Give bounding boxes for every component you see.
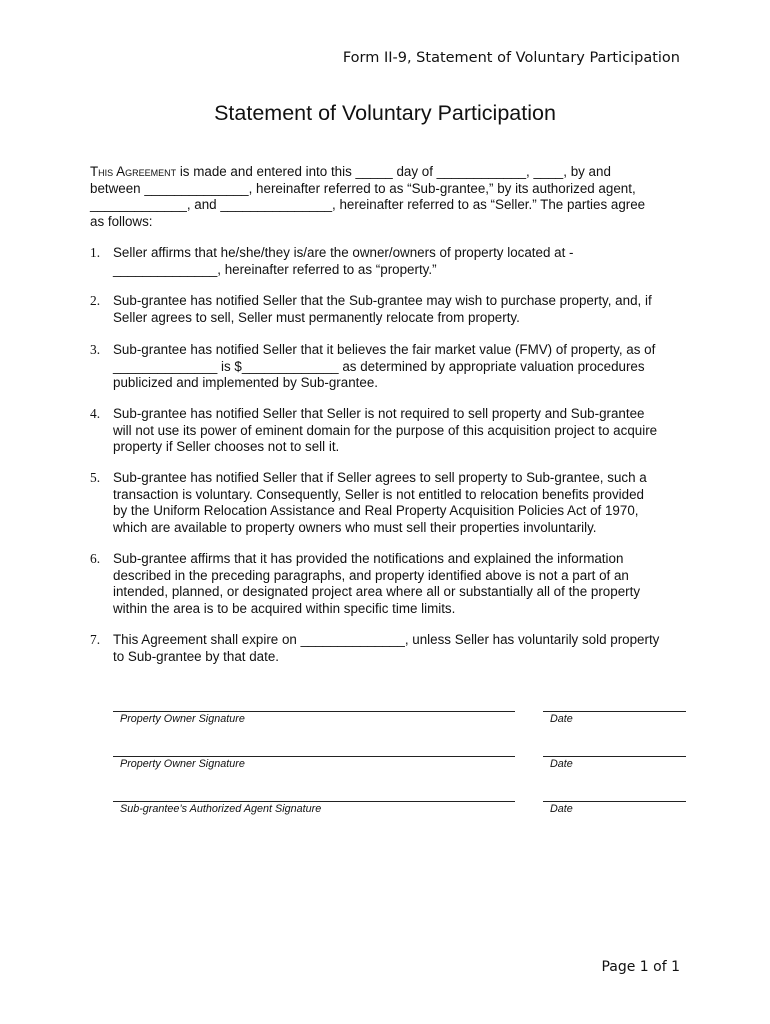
clause-line: which are available to property owners who must sell their properties involuntarily. [113,519,597,535]
intro-line-3: _____________, and _______________, hereinafter referred to as “Seller.” The parties agree [90,197,646,212]
clause-line: will not use its power of eminent domain for the purpose of this acquisition project to acquire [113,422,658,438]
clause-line: to Sub-grantee by that date. [113,648,280,664]
clause-line: by the Uniform Relocation Assistance and Real Property Acquisition Policies Act of 1970, [113,503,639,518]
clause-3 [90,342,690,392]
clause-line: described in the preceding paragraphs, and property identified above is not a part of an [113,567,629,583]
clause-line: publicized and implemented by Sub-grantee. [113,375,379,390]
clause-number: 5. [90,470,101,485]
intro-line-2: between ______________, hereinafter referred to as “Sub-grantee,” by its authorized agent, [90,180,636,196]
intro-line-4: as follows: [90,213,153,229]
clause-line: Sub-grantee has notified Seller that it believes the fair market value (FMV) of property, as of [113,342,656,357]
date-line[interactable] [543,711,686,712]
clause-line: Sub-grantee has notified Seller that the Sub-grantee may wish to purchase property, and, if [113,293,652,308]
signature-label: Property Owner Signature [120,713,245,725]
intro-lead: This Agreement [90,164,177,179]
clause-number: 6. [90,551,101,566]
clause-7 [90,632,690,665]
clause-number: 1. [90,245,101,260]
clause-number: 3. [90,342,101,357]
intro-line-1: is made and entered into this _____ day of ____________, ____, by and [176,164,611,179]
clause-line: within the area is to be acquired within specific time limits. [113,600,456,616]
clause-line: Sub-grantee has notified Seller that Seller is not required to sell property and Sub-grantee [113,406,645,421]
signature-line[interactable] [113,801,515,802]
date-label: Date [550,803,573,815]
clause-5 [90,470,690,536]
clause-4 [90,406,690,456]
date-line[interactable] [543,801,686,802]
clause-line: property if Seller chooses not to sell it. [113,439,340,454]
clause-line: Sub-grantee has notified Seller that if Seller agrees to sell property to Sub-grantee, such a [113,470,647,485]
signature-line[interactable] [113,756,515,757]
clause-6 [90,551,690,617]
page-number: Page 1 of 1 [601,959,680,975]
clause-number: 4. [90,406,101,421]
signature-label: Sub-grantee’s Authorized Agent Signature [120,803,322,815]
clause-2 [90,293,690,326]
clause-number: 2. [90,293,101,308]
clause-number: 7. [90,632,101,647]
document-title: Statement of Voluntary Participation [214,101,556,125]
clause-line: Sub-grantee affirms that it has provided the notifications and explained the information [113,551,624,566]
date-label: Date [550,713,573,725]
clause-line: This Agreement shall expire on ______________, unless Seller has voluntarily sold property [113,632,660,647]
clause-line: ______________ is $_____________ as determined by appropriate valuation procedures [113,358,645,374]
clause-line: Seller agrees to sell, Seller must permanently relocate from property. [113,309,520,325]
agreement-intro [90,164,690,230]
date-label: Date [550,758,573,770]
clause-line: intended, planned, or designated project area where all or substantially all of the property [113,584,641,599]
form-header-label: Form II-9, Statement of Voluntary Participation [342,50,680,66]
clause-1 [90,245,690,278]
signature-label: Property Owner Signature [120,758,245,770]
clause-line: Seller affirms that he/she/they is/are the owner/owners of property located at - [113,245,574,260]
signature-line[interactable] [113,711,515,712]
date-line[interactable] [543,756,686,757]
clause-line: transaction is voluntary. Consequently, Seller is not entitled to relocation benefits provided [113,486,644,502]
clause-line: ______________, hereinafter referred to as “property.” [113,261,437,277]
